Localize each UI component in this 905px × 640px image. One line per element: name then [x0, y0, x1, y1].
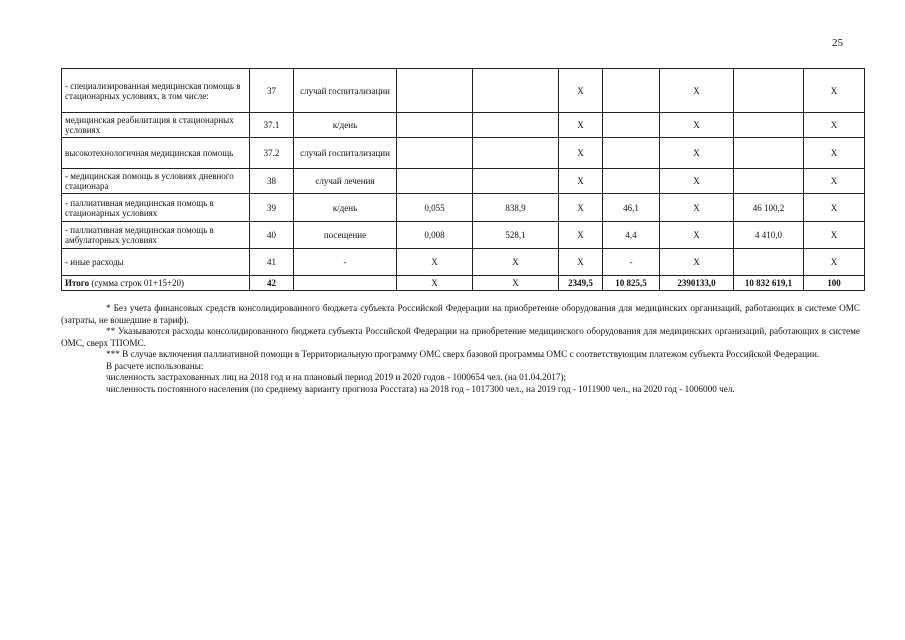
- cell: X: [559, 169, 603, 194]
- cell: X: [660, 169, 734, 194]
- calc-note-heading: В расчете использованы:: [106, 360, 204, 371]
- total-label-rest: (сумма строк 01+15+20): [89, 278, 185, 288]
- cell: X: [804, 69, 865, 113]
- table-row: [62, 69, 865, 113]
- footnote-1: * Без учета финансовых средств консолидированного бюджета субъекта Российской Федерации на приобретение оборудования для медицинских организаций, работающих в системе ОМС (затраты, не вошедшие в тариф).: [61, 303, 860, 325]
- row-unit: случай госпитализации: [294, 138, 397, 169]
- total-cell: X: [473, 276, 559, 291]
- total-unit: [294, 276, 397, 291]
- footnotes: [61, 303, 860, 395]
- row-code: 40: [250, 222, 294, 249]
- total-code: 42: [250, 276, 294, 291]
- table-row: [62, 169, 865, 194]
- row-code: 41: [250, 249, 294, 276]
- cell: [734, 138, 804, 169]
- cell: [734, 249, 804, 276]
- cell: [734, 113, 804, 138]
- cell: [397, 138, 473, 169]
- row-unit: посещение: [294, 222, 397, 249]
- row-code: 37.2: [250, 138, 294, 169]
- total-label-bold: Итого: [65, 278, 90, 288]
- cell: 0,055: [397, 194, 473, 222]
- cell: 838,9: [473, 194, 559, 222]
- row-code: 37: [250, 69, 294, 113]
- page-number: 25: [832, 37, 843, 49]
- cell: X: [559, 194, 603, 222]
- table-row: [62, 194, 865, 222]
- total-cell: 100: [804, 276, 865, 291]
- cell: X: [804, 194, 865, 222]
- cell: 0,008: [397, 222, 473, 249]
- row-label: высокотехнологичная медицинская помощь: [62, 138, 250, 169]
- cell: X: [804, 249, 865, 276]
- total-cell: 2390133,0: [660, 276, 734, 291]
- row-unit: случай госпитализации: [294, 69, 397, 113]
- cell: [397, 69, 473, 113]
- row-code: 38: [250, 169, 294, 194]
- cell: X: [804, 169, 865, 194]
- cell: [473, 169, 559, 194]
- cell: X: [660, 194, 734, 222]
- cell: [603, 169, 660, 194]
- cell: 46 100,2: [734, 194, 804, 222]
- cell: 4,4: [603, 222, 660, 249]
- row-unit: -: [294, 249, 397, 276]
- table-row: [62, 138, 865, 169]
- row-label: - иные расходы: [62, 249, 250, 276]
- cell: X: [473, 249, 559, 276]
- cell: [603, 69, 660, 113]
- row-unit: к/день: [294, 194, 397, 222]
- cell: X: [804, 222, 865, 249]
- cell: X: [559, 113, 603, 138]
- total-label: [62, 276, 250, 291]
- cell: X: [660, 138, 734, 169]
- cell: [473, 113, 559, 138]
- cell: 46,1: [603, 194, 660, 222]
- table-row: [62, 249, 865, 276]
- cell: X: [660, 249, 734, 276]
- total-cell: 10 832 619,1: [734, 276, 804, 291]
- row-label: медицинская реабилитация в стационарных условиях: [62, 113, 250, 138]
- cell: 528,1: [473, 222, 559, 249]
- cell: -: [603, 249, 660, 276]
- cell: X: [804, 138, 865, 169]
- footnote-3: *** В случае включения паллиативной помощи в Территориальную программу ОМС сверх базовой программы ОМС с соответствующим платежом субъекта Российской Федерации.: [106, 349, 820, 359]
- cell: [603, 138, 660, 169]
- row-code: 37.1: [250, 113, 294, 138]
- cell: [734, 69, 804, 113]
- row-code: 39: [250, 194, 294, 222]
- cell: X: [660, 113, 734, 138]
- cell: [473, 69, 559, 113]
- financing-table: [61, 68, 865, 291]
- calc-note-insured: численность застрахованных лиц на 2018 год и на плановый период 2019 и 2020 годов - 1000654 чел. (на 01.04.2017);: [106, 372, 567, 382]
- row-label: - паллиативная медицинская помощь в стационарных условиях: [62, 194, 250, 222]
- cell: X: [559, 222, 603, 249]
- cell: X: [559, 69, 603, 113]
- cell: [397, 169, 473, 194]
- cell: [473, 138, 559, 169]
- row-unit: к/день: [294, 113, 397, 138]
- total-row: [62, 276, 865, 291]
- cell: X: [559, 249, 603, 276]
- cell: [397, 113, 473, 138]
- cell: X: [660, 69, 734, 113]
- row-label: - медицинская помощь в условиях дневного стационара: [62, 169, 250, 194]
- table-row: [62, 113, 865, 138]
- cell: X: [804, 113, 865, 138]
- row-label: - специализированная медицинская помощь в стационарных условиях, в том числе:: [62, 69, 250, 113]
- cell: X: [660, 222, 734, 249]
- total-cell: 2349,5: [559, 276, 603, 291]
- calc-note-population: численность постоянного населения (по среднему варианту прогноза Росстата) на 2018 год - 1017300 чел., на 2019 год - 1011900 чел., на 2020 год - 1006000 чел.: [106, 383, 735, 394]
- cell: X: [397, 249, 473, 276]
- cell: [603, 113, 660, 138]
- footnote-2: ** Указываются расходы консолидированного бюджета субъекта Российской Федерации на приобретение медицинского оборудования для медицинских организаций, работающих в системе ОМС, сверх ТПОМС.: [61, 326, 860, 348]
- row-unit: случай лечения: [294, 169, 397, 194]
- table-row: [62, 222, 865, 249]
- cell: 4 410,0: [734, 222, 804, 249]
- total-cell: 10 825,5: [603, 276, 660, 291]
- cell: [734, 169, 804, 194]
- row-label: - паллиативная медицинская помощь в амбулаторных условиях: [62, 222, 250, 249]
- cell: X: [559, 138, 603, 169]
- total-cell: X: [397, 276, 473, 291]
